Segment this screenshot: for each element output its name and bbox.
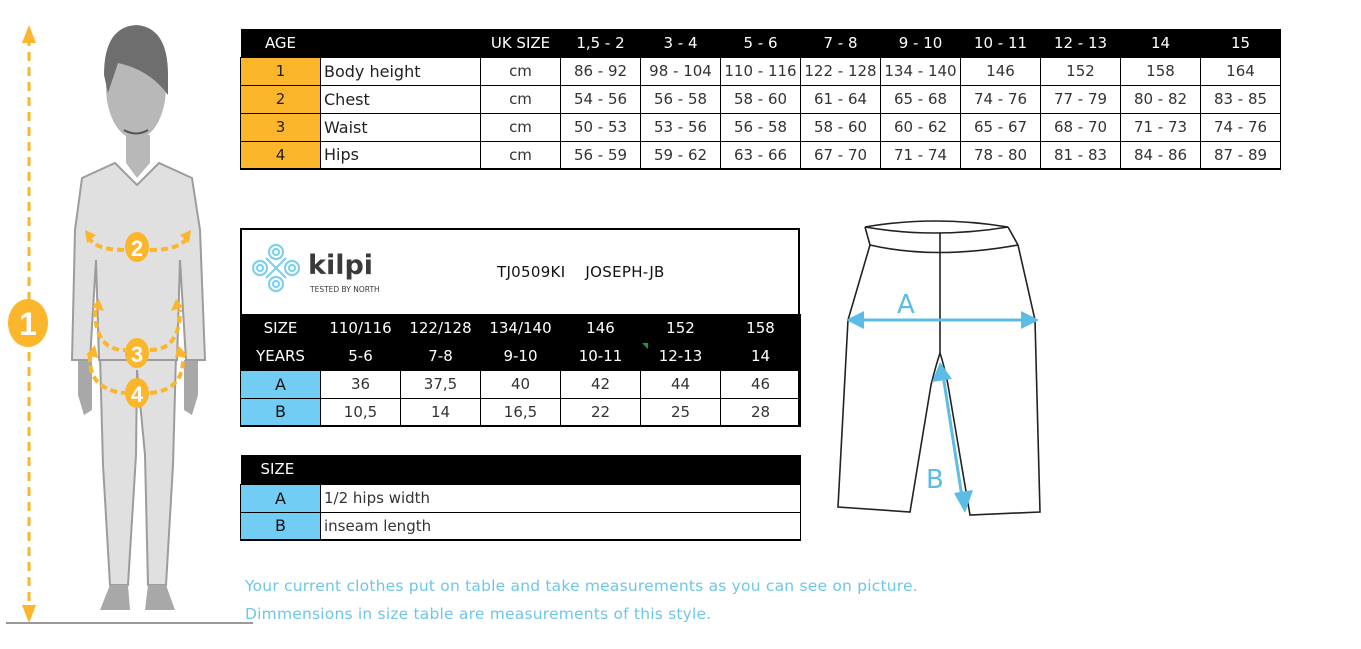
row-unit: cm bbox=[481, 141, 561, 169]
body-measurement-figure bbox=[0, 15, 260, 635]
table-cell: 16,5 bbox=[481, 398, 561, 426]
table-cell: 63 - 66 bbox=[721, 141, 801, 169]
years-row bbox=[241, 342, 801, 370]
table-cell: 42 bbox=[561, 370, 641, 398]
age-column-header: 14 bbox=[1121, 29, 1201, 57]
row-number: 4 bbox=[241, 141, 321, 169]
years-header: 12-13 bbox=[641, 342, 721, 370]
table-cell: 61 - 64 bbox=[801, 85, 881, 113]
legend-header: SIZE bbox=[241, 455, 801, 484]
table-cell: 98 - 104 bbox=[641, 57, 721, 85]
size-header: 122/128 bbox=[401, 314, 481, 342]
years-header: 14 bbox=[721, 342, 801, 370]
row-label: Body height bbox=[321, 57, 481, 85]
size-row bbox=[241, 314, 801, 342]
table-row bbox=[241, 370, 801, 398]
table-cell: 65 - 67 bbox=[961, 113, 1041, 141]
note-line-1: Your current clothes put on table and take measurements as you can see on picture. bbox=[245, 577, 918, 595]
table-cell: 80 - 82 bbox=[1121, 85, 1201, 113]
table-cell: 58 - 60 bbox=[721, 85, 801, 113]
table-cell: 56 - 58 bbox=[641, 85, 721, 113]
svg-text:2: 2 bbox=[130, 236, 144, 261]
product-code bbox=[497, 263, 665, 281]
table-cell: 50 - 53 bbox=[561, 113, 641, 141]
size-header: 134/140 bbox=[481, 314, 561, 342]
legend-key: A bbox=[241, 484, 321, 512]
table-cell: 36 bbox=[321, 370, 401, 398]
table-cell: 44 bbox=[641, 370, 721, 398]
table-cell: 28 bbox=[721, 398, 801, 426]
row-number: 2 bbox=[241, 85, 321, 113]
size-header: 158 bbox=[721, 314, 801, 342]
product-name: JOSEPH-JB bbox=[585, 263, 665, 281]
table-cell: 40 bbox=[481, 370, 561, 398]
table-cell: 56 - 58 bbox=[721, 113, 801, 141]
table-row bbox=[241, 113, 1281, 141]
age-column-header: 15 bbox=[1201, 29, 1281, 57]
svg-text:kilpi: kilpi bbox=[308, 250, 374, 281]
table-cell: 65 - 68 bbox=[881, 85, 961, 113]
table-row bbox=[241, 85, 1281, 113]
svg-text:A: A bbox=[897, 290, 915, 320]
legend-desc: inseam length bbox=[321, 512, 801, 540]
age-column-header: 1,5 - 2 bbox=[561, 29, 641, 57]
row-unit: cm bbox=[481, 85, 561, 113]
table-cell: 58 - 60 bbox=[801, 113, 881, 141]
table-cell: 78 - 80 bbox=[961, 141, 1041, 169]
table-cell: 22 bbox=[561, 398, 641, 426]
size-label: SIZE bbox=[241, 314, 321, 342]
table-cell: 54 - 56 bbox=[561, 85, 641, 113]
age-column-header: 7 - 8 bbox=[801, 29, 881, 57]
table-cell: 122 - 128 bbox=[801, 57, 881, 85]
size-header: 110/116 bbox=[321, 314, 401, 342]
table-cell: 134 - 140 bbox=[881, 57, 961, 85]
size-header: 146 bbox=[561, 314, 641, 342]
measurement-table bbox=[240, 314, 801, 427]
table-cell: 56 - 59 bbox=[561, 141, 641, 169]
age-column-header: 3 - 4 bbox=[641, 29, 721, 57]
empty-header bbox=[321, 29, 481, 57]
marker-1-icon bbox=[8, 299, 48, 347]
table-cell: 86 - 92 bbox=[561, 57, 641, 85]
table-cell: 74 - 76 bbox=[1201, 113, 1281, 141]
uk-size-header: UK SIZE bbox=[481, 29, 561, 57]
table-cell: 152 bbox=[1041, 57, 1121, 85]
row-number: 1 bbox=[241, 57, 321, 85]
table-row bbox=[241, 398, 801, 426]
table-cell: 68 - 70 bbox=[1041, 113, 1121, 141]
table-cell: 37,5 bbox=[401, 370, 481, 398]
age-header: AGE bbox=[241, 29, 321, 57]
legend-table bbox=[240, 455, 801, 541]
row-number: 3 bbox=[241, 113, 321, 141]
measure-a-arrow-icon bbox=[846, 290, 1039, 329]
row-unit: cm bbox=[481, 113, 561, 141]
table-cell: 71 - 74 bbox=[881, 141, 961, 169]
age-column-header: 9 - 10 bbox=[881, 29, 961, 57]
table-cell: 60 - 62 bbox=[881, 113, 961, 141]
legend-header-row bbox=[241, 455, 801, 484]
size-table bbox=[240, 29, 1281, 170]
product-size-table bbox=[240, 228, 800, 427]
measurement-key: A bbox=[241, 370, 321, 398]
svg-text:4: 4 bbox=[130, 382, 144, 407]
row-unit: cm bbox=[481, 57, 561, 85]
measurement-key: B bbox=[241, 398, 321, 426]
size-header: 152 bbox=[641, 314, 721, 342]
table-cell: 67 - 70 bbox=[801, 141, 881, 169]
legend-row bbox=[241, 512, 801, 540]
table-cell: 77 - 79 bbox=[1041, 85, 1121, 113]
years-header: 7-8 bbox=[401, 342, 481, 370]
svg-text:TESTED BY NORTH: TESTED BY NORTH bbox=[310, 285, 380, 294]
table-cell: 14 bbox=[401, 398, 481, 426]
measurement-note bbox=[245, 572, 918, 628]
age-column-header: 5 - 6 bbox=[721, 29, 801, 57]
svg-text:1: 1 bbox=[19, 306, 37, 342]
age-column-header: 10 - 11 bbox=[961, 29, 1041, 57]
table-cell: 59 - 62 bbox=[641, 141, 721, 169]
legend-row bbox=[241, 484, 801, 512]
years-header: 9-10 bbox=[481, 342, 561, 370]
table-cell: 110 - 116 bbox=[721, 57, 801, 85]
table-cell: 158 bbox=[1121, 57, 1201, 85]
table-row bbox=[241, 57, 1281, 85]
note-line-2: Dimmensions in size table are measurements of this style. bbox=[245, 605, 712, 623]
table-cell: 71 - 73 bbox=[1121, 113, 1201, 141]
comment-marker-icon bbox=[642, 343, 648, 349]
table-cell: 46 bbox=[721, 370, 801, 398]
svg-text:B: B bbox=[926, 465, 944, 495]
table-cell: 146 bbox=[961, 57, 1041, 85]
legend-desc: 1/2 hips width bbox=[321, 484, 801, 512]
table-cell: 87 - 89 bbox=[1201, 141, 1281, 169]
table-cell: 164 bbox=[1201, 57, 1281, 85]
years-header: 5-6 bbox=[321, 342, 401, 370]
table-row bbox=[241, 141, 1281, 169]
row-label: Hips bbox=[321, 141, 481, 169]
svg-text:3: 3 bbox=[130, 342, 144, 367]
table-cell: 25 bbox=[641, 398, 721, 426]
product-sku: TJ0509KI bbox=[497, 263, 566, 281]
row-label: Chest bbox=[321, 85, 481, 113]
years-header: 10-11 bbox=[561, 342, 641, 370]
table-cell: 10,5 bbox=[321, 398, 401, 426]
product-header bbox=[242, 230, 798, 314]
table-cell: 84 - 86 bbox=[1121, 141, 1201, 169]
table-cell: 83 - 85 bbox=[1201, 85, 1281, 113]
kilpi-logo-icon bbox=[252, 238, 392, 298]
age-column-header: 12 - 13 bbox=[1041, 29, 1121, 57]
row-label: Waist bbox=[321, 113, 481, 141]
table-cell: 81 - 83 bbox=[1041, 141, 1121, 169]
table-cell: 53 - 56 bbox=[641, 113, 721, 141]
legend-key: B bbox=[241, 512, 321, 540]
years-label: YEARS bbox=[241, 342, 321, 370]
table-cell: 74 - 76 bbox=[961, 85, 1041, 113]
size-table-header bbox=[241, 29, 1281, 57]
shorts-diagram bbox=[830, 215, 1045, 525]
